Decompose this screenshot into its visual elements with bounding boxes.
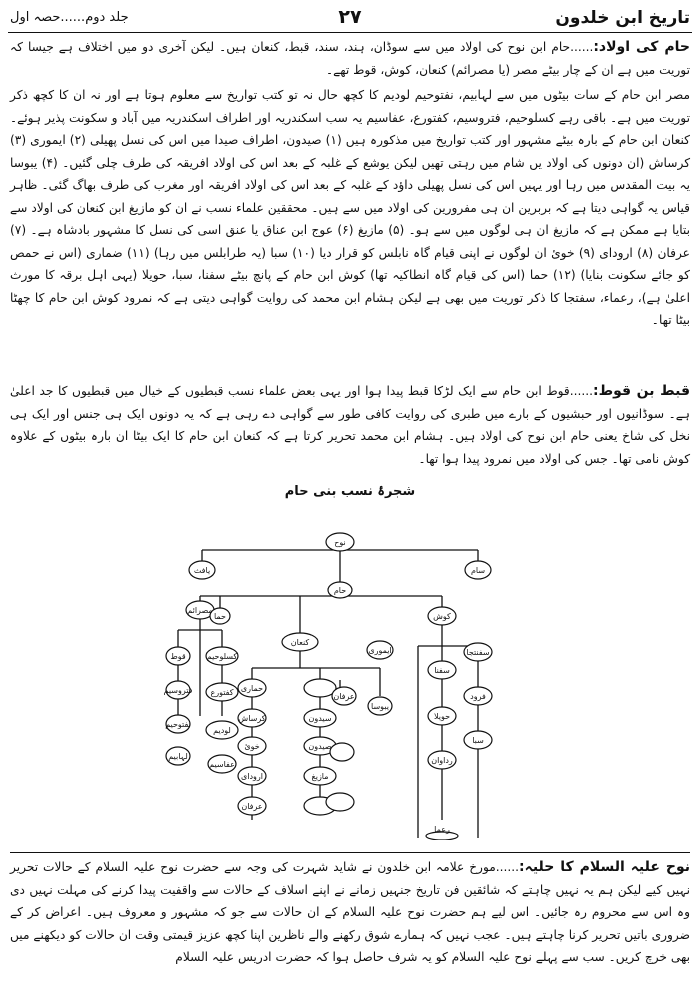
tree-node-root: نوح [334, 538, 346, 547]
tree-node-canaan-child: مازیغ [311, 772, 329, 781]
tree-node-yafith: یافث [193, 566, 211, 575]
tree-node-kush-child: رداوان [431, 756, 453, 765]
tree-node-canaan-child: حماری [240, 684, 264, 693]
tree-node-misraim-child: قوط [170, 652, 186, 661]
tree-node-misraim-child: عفاسیم [209, 760, 235, 769]
tree-node-hama: حما [213, 612, 227, 621]
page-header [8, 6, 692, 33]
tree-node-ham: حام [333, 586, 347, 595]
tree-node-misraim-child: فتروسیم [163, 686, 193, 695]
tree-node-canaan: کنعان [290, 638, 310, 647]
tree-node-canaan-child: یبوسا [371, 702, 389, 711]
tree-node-kush-child: فرود [470, 692, 486, 701]
book-title: تاریخ ابن خلدون [555, 8, 690, 28]
paragraph-heading: حام کی اولاد: [593, 39, 690, 55]
paragraph-misraim [10, 84, 690, 332]
tree-node-canaan-child: کرساش [238, 714, 266, 723]
tree-node-misraim-child: لودیم [213, 726, 231, 735]
tree-node-misraim-child: کفتورع [210, 688, 234, 697]
tree-node-canaan-child: ایموری [368, 646, 392, 655]
tree-node-canaan-child: ارودای [241, 772, 263, 781]
tree-node-canaan-child: عرفان [241, 802, 263, 811]
tree-node-kush-child: سفنتجا [466, 648, 490, 657]
paragraph-ham-children [10, 36, 690, 81]
tree-node-kush-child: سفنا [434, 666, 450, 675]
section-divider [10, 852, 690, 853]
tree-node-misraim-child: کسلوحیم [206, 652, 238, 661]
tree-node-kush-child: سبا [472, 736, 484, 745]
section-label: جلد دوم......حصہ اول [10, 10, 129, 25]
genealogy-tree [140, 520, 500, 840]
tree-node-canaan-child: سیدون [308, 714, 332, 723]
paragraph-text: ......حام ابن نوح کی اولاد میں سے سوڈان، ہند، سند، قبط، کنعان ہیں۔ لیکن آخری دو میں اختلاف ہے جیسا کہ توریت میں ہے ان کے چار بیٹے مصر (یا مصرائم) کنعان، کوش، قوط تھے۔ [10, 40, 690, 77]
tree-node-misraim-child: لہابیم [168, 752, 188, 761]
tree-node-kush-child: حویلا [433, 712, 451, 721]
tree-title: شجرۂ نسب بنی حام [284, 484, 416, 499]
paragraph-text: مصر ابن حام کے سات بیٹوں میں سے لہابیم، نفتوحیم لودیم کا کچھ حال نہ تو کتب تواریخ سے معلوم ہوتا ہے اور نہ ان کا کچھ ذکر توریت میں ہے۔ باقی رہے کسلوحیم، فتروسیم، کفتورع، عفاسیم یہ سب اسکندریہ اور اطراف اسکندریہ میں آباد و سکونت پذیر ہوئے۔ کنعان ابن حام کے بارہ بیٹے مشہور اور کتب تواریخ میں مذکورہ ہیں (۱) صیدون، اطراف صیدا میں اس کی نسل پھیلی (۲) ایموری (۳) کرساش (ان دونوں کی اولاد یں شام میں رہتی تھیں لیکن یوشع کے غلبہ کے بعد اس کی اولاد افریقہ کی طرف چلی گئیں۔ (۴) یبوسا یہ بیت المقدس میں رہا اور یہیں اس کی نسل پھیلی داؤد کے غلبہ کے بعد اس کی اولاد افریقہ اور مغرب کی طرف بھاگ گئی۔ ظاہر قیاس یہ گواہی دیتا ہے کہ بربرین ان ہی مفرورین کی اولاد میں سے ہیں۔ محققین علماء نسب نے ان کو مازیغ ابن کنعان کی اولاد سے بتایا ہے ممکن ہے کہ مازیغ ان ہی لوگوں میں سے ہو۔ (۵) مازیغ (۶) عوج ابن عناق یا عنق اسی کی نسل کا مشہور بادشاہ ہے۔ (۷) عرفان (۸) ارودای (۹) خوئ ان لوگوں نے اپنی قیام گاہ نابلس کو قرار دیا (۱۰) سبا (یہ طرابلس میں رہا) (۱۱) ضماری (اس نے حمص کو جائے سکونت بنایا) (۱۲) حما (اس کی قیام گاہ انطاکیہ تھا) کوش ابن حام کے پانچ بیٹے سفنا، سبا، حویلا (یہی اہل برقہ کا مورث اعلیٰ ہے)، رعماء، سفتجا کا ذکر توریت میں بھی ہے لیکن ہشام ابن محمد کی روایت گواہی دیتی ہے کہ نمرود کوش ابن حام کا چھٹا بیٹا تھا۔ [10, 88, 691, 327]
tree-node-sam: سام [470, 566, 486, 575]
tree-node-kush: کوش [433, 612, 451, 621]
page-number: ۲۷ [338, 6, 362, 28]
paragraph-text: ......قوط ابن حام سے ایک لڑکا قبط پیدا ہوا اور یہی بعض علماء نسب قبطیوں کے خیال میں قبطیوں کا جد اعلیٰ ہے۔ سوڈانیوں اور حبشیوں کے بارے میں طبری کی روایت کافی طور سے گواہی دے رہی ہے کہ یہ دونوں ایک ہی جنس اور ایک ہی نخل کی شاخ یعنی حام ابن نوح کی اولاد ہیں۔ ہشام ابن محمد تحریر کرتا ہے کہ کنعان ابن حام کا ایک بیٹا ان بارہ بیٹوں کے علاوہ کوش نامی تھا۔ جس کی اولاد میں نمرود پیدا ہوا تھا۔ [10, 384, 690, 466]
tree-node-misraim: مصرائم [187, 606, 213, 615]
tree-node-kush-child: رعما [434, 825, 450, 834]
paragraph-qibt [10, 380, 690, 470]
paragraph-heading: قبط بن قوط: [593, 383, 690, 399]
tree-node-canaan-child: عرفان [333, 692, 355, 701]
paragraph-heading: نوح علیہ السلام کا حلیہ: [519, 859, 690, 875]
tree-node-misraim-child: نفتوحیم [165, 720, 191, 729]
tree-node-canaan-child: صیدون [308, 742, 332, 751]
tree-node-canaan-child: خوئ [244, 742, 260, 751]
paragraph-noah-description [10, 856, 690, 969]
paragraph-text: ......مورخ علامہ ابن خلدون نے شاید شہرت کی وجہ سے حضرت نوح علیہ السلام کے حالات تحریر نہیں کیے لیکن ہم یہ نہیں چاہتے کہ شائقین فن تاریخ جنہیں زمانے نے اپنے اسلاف کے حالات سے واقفیت پیدا کرنے کی مہلت نہیں دی وہ اس سے محروم رہ جائیں۔ اس لیے ہم حضرت نوح علیہ السلام کے ان حالات سے جو کہ مشہور و معروف ہیں۔ اعراض کر کے ضروری باتیں تحریر کرنا چاہتے ہیں۔ عجب نہیں کہ ہمارے شوق رکھنے والے ناظرین اپنا کچھ عزیز قیمتی وقت ان حالات کو دیکھنے میں بھی خرچ کریں۔ سب سے پہلے نوح علیہ السلام کو یہ شرف حاصل ہوا کہ حضرت ادریس علیہ السلام [10, 860, 690, 964]
